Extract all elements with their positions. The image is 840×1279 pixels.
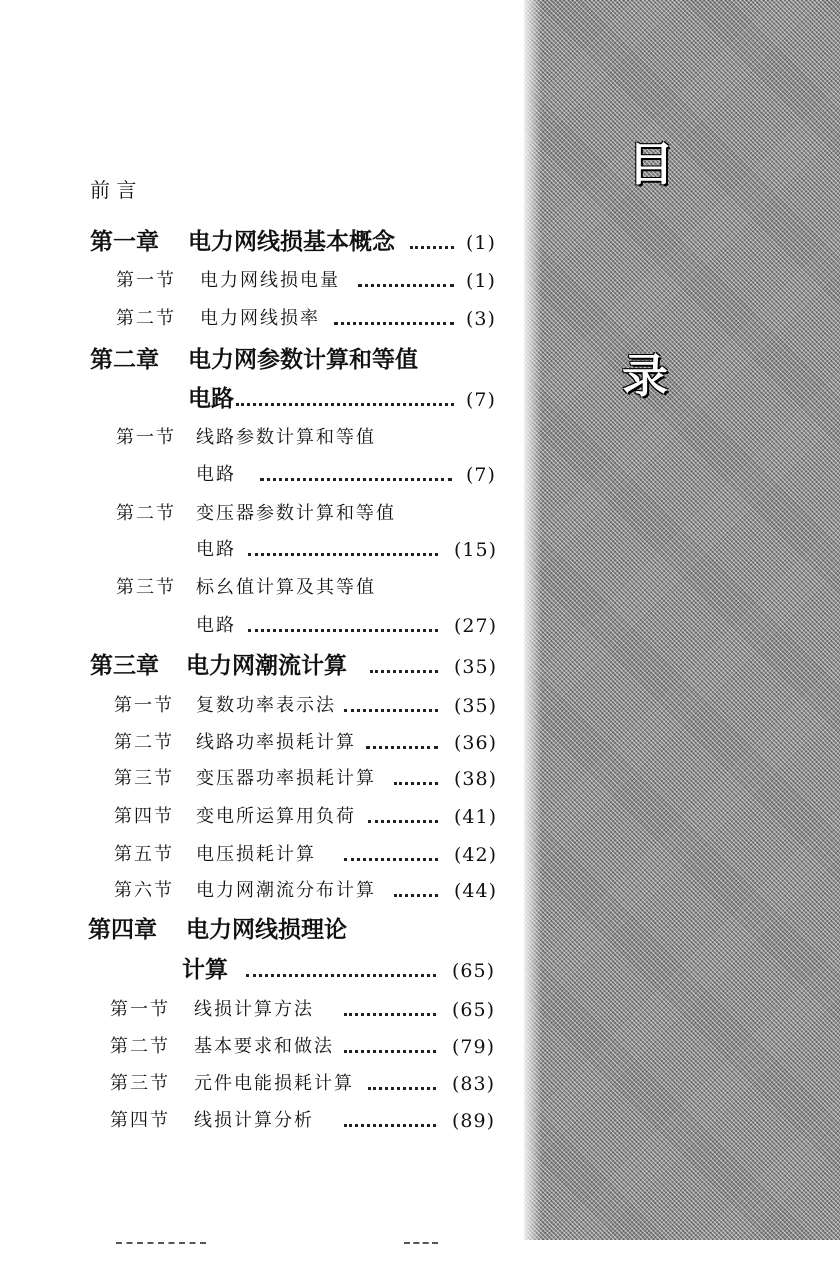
leader-dots [344,1050,436,1053]
ch1-sec1-title: 电力网线损电量 [200,270,340,291]
ch3-sec5-page: (42) [454,844,498,866]
leader-dots [410,246,454,249]
ch4-sec4-label: 第四节 [110,1110,170,1131]
leader-dots [236,403,454,406]
ch3-sec1-title: 复数功率表示法 [196,695,336,716]
ch1-sec1-page: (1) [466,270,496,292]
chapter-2-page: (7) [466,389,496,411]
ch3-sec1-page: (35) [454,695,498,717]
ch3-sec3-label: 第三节 [114,768,174,789]
leader-dots [248,553,438,556]
leader-dots [358,284,454,287]
leader-dots [370,670,438,673]
chapter-1-label: 第一章 [90,229,159,255]
ch4-sec1-title: 线损计算方法 [194,999,314,1020]
leader-dots [248,629,438,632]
ch3-sec6-page: (44) [454,880,498,902]
ch4-sec4-title: 线损计算分析 [194,1110,314,1131]
ch4-sec3-label: 第三节 [110,1073,170,1094]
leader-dots [246,974,436,977]
ch3-sec4-page: (41) [454,806,498,828]
leader-dots [260,478,452,481]
ch3-sec4-label: 第四节 [114,806,174,827]
chapter-3-title: 电力网潮流计算 [186,653,347,679]
ch3-sec5-label: 第五节 [114,844,174,865]
preface-entry: 前 言 [90,178,137,202]
chapter-2-title-line1: 电力网参数计算和等值 [188,347,418,373]
ch2-sec2-title-line2: 电路 [196,539,236,560]
leader-dots [334,322,454,325]
ch3-sec2-title: 线路功率损耗计算 [196,732,356,753]
ch1-sec2-title: 电力网线损率 [200,308,320,329]
ch2-sec3-title-line2: 电路 [196,615,236,636]
ch2-sec1-page: (7) [466,464,496,486]
ch4-sec2-page: (79) [452,1036,496,1058]
leader-dots [344,1013,436,1016]
decorative-band [524,0,840,1240]
chapter-1-title: 电力网线损基本概念 [188,229,395,255]
ch2-sec3-page: (27) [454,615,498,637]
leader-dots [344,709,438,712]
scan-mark [404,1242,438,1244]
ch2-sec1-title-line2: 电路 [196,464,236,485]
leader-dots [368,1087,436,1090]
ch1-sec2-label: 第二节 [116,308,176,329]
ch2-sec3-title-line1: 标幺值计算及其等值 [196,577,376,598]
chapter-2-label: 第二章 [90,347,159,373]
chapter-4-page: (65) [452,960,496,982]
ch3-sec2-label: 第二节 [114,732,174,753]
ch3-sec6-title: 电力网潮流分布计算 [196,880,376,901]
ch4-sec2-label: 第二节 [110,1036,170,1057]
ch2-sec1-title-line1: 线路参数计算和等值 [196,427,376,448]
ch4-sec3-title: 元件电能损耗计算 [194,1073,354,1094]
band-edge [524,0,542,1240]
ch4-sec3-page: (83) [452,1073,496,1095]
ch4-sec1-page: (65) [452,999,496,1021]
leader-dots [344,858,438,861]
ch3-sec5-title: 电压损耗计算 [196,844,316,865]
ch1-sec2-page: (3) [466,308,496,330]
ch2-sec2-title-line1: 变压器参数计算和等值 [196,503,396,524]
chapter-4-label: 第四章 [88,917,157,943]
ch2-sec2-label: 第二节 [116,503,176,524]
chapter-3-label: 第三章 [90,653,159,679]
scan-mark [116,1242,206,1244]
chapter-4-title-line1: 电力网线损理论 [186,917,347,943]
toc-title-char-2: 录 [622,349,668,403]
chapter-1-page: (1) [466,232,496,254]
leader-dots [394,782,438,785]
ch3-sec4-title: 变电所运算用负荷 [196,806,356,827]
ch2-sec3-label: 第三节 [116,577,176,598]
ch1-sec1-label: 第一节 [116,270,176,291]
ch2-sec1-label: 第一节 [116,427,176,448]
ch4-sec2-title: 基本要求和做法 [194,1036,334,1057]
ch3-sec3-page: (38) [454,768,498,790]
chapter-3-page: (35) [454,656,498,678]
ch4-sec1-label: 第一节 [110,999,170,1020]
leader-dots [368,820,438,823]
leader-dots [344,1124,436,1127]
chapter-2-title-line2: 电路 [188,386,234,412]
leader-dots [394,894,438,897]
ch4-sec4-page: (89) [452,1110,496,1132]
ch3-sec3-title: 变压器功率损耗计算 [196,768,376,789]
leader-dots [366,746,438,749]
ch3-sec1-label: 第一节 [114,695,174,716]
ch3-sec2-page: (36) [454,732,498,754]
ch2-sec2-page: (15) [454,539,498,561]
toc-title-char-1: 目 [628,137,674,191]
chapter-4-title-line2: 计算 [182,957,228,983]
ch3-sec6-label: 第六节 [114,880,174,901]
